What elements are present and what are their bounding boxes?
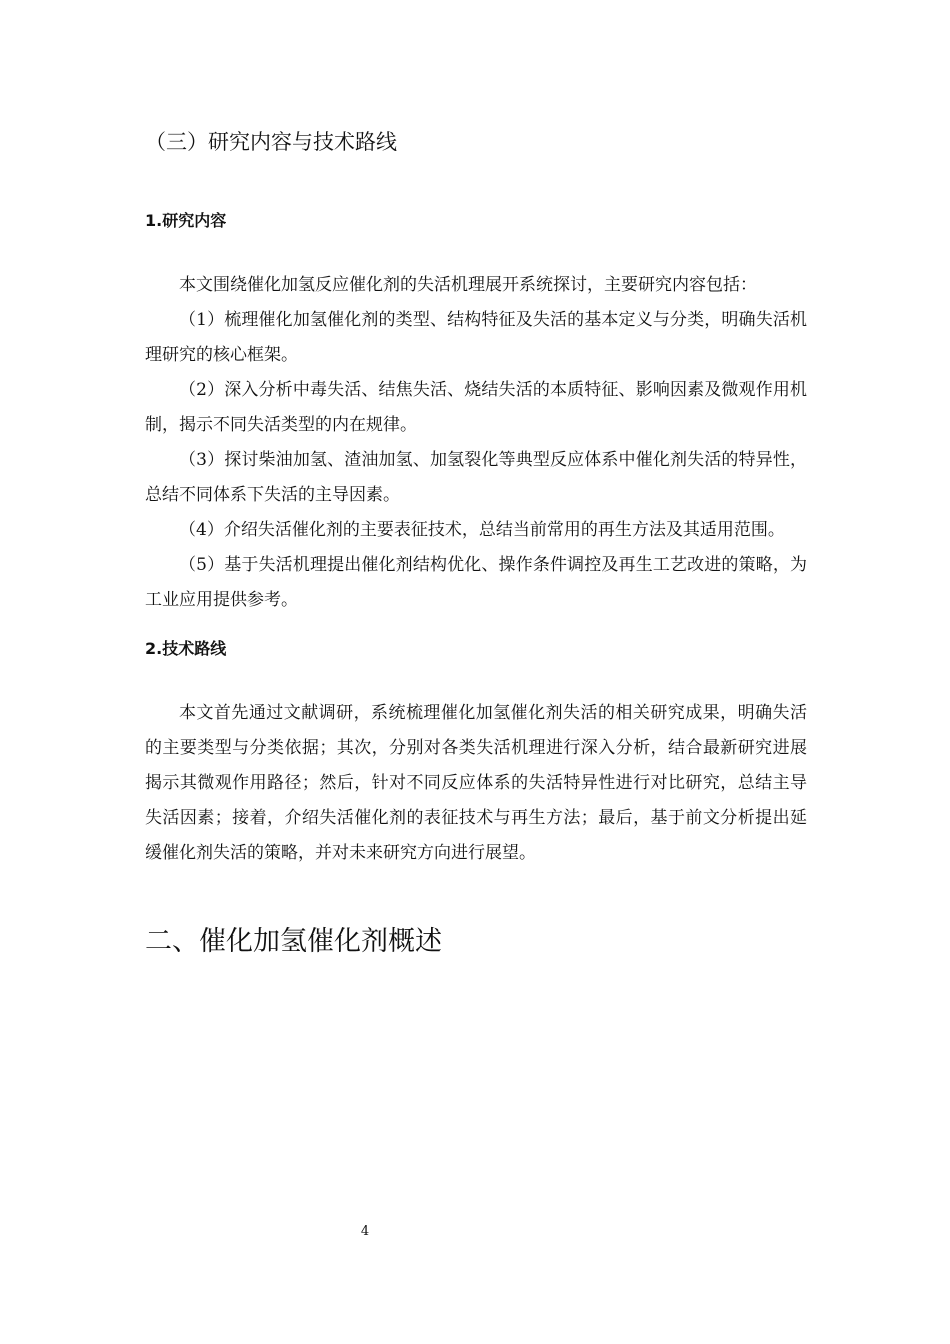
page-content: [145, 120, 807, 967]
research-item-1: （1）梳理催化加氢催化剂的类型、结构特征及失活的基本定义与分类，明确失活机理研究的核心框架。: [145, 310, 807, 365]
technical-route-heading: 2.技术路线: [145, 639, 227, 658]
research-item-4: （4）介绍失活催化剂的主要表征技术，总结当前常用的再生方法及其适用范围。: [179, 520, 785, 540]
research-item-2: （2）深入分析中毒失活、结焦失活、烧结失活的本质特征、影响因素及微观作用机制，揭示不同失活类型的内在规律。: [145, 380, 807, 435]
section-heading: （三）研究内容与技术路线: [145, 130, 397, 154]
research-item-5: （5）基于失活机理提出催化剂结构优化、操作条件调控及再生工艺改进的策略，为工业应用提供参考。: [145, 555, 807, 610]
research-content-intro: 本文围绕催化加氢反应催化剂的失活机理展开系统探讨，主要研究内容包括：: [179, 275, 757, 295]
research-content-block: [145, 268, 807, 618]
research-item-3: （3）探讨柴油加氢、渣油加氢、加氢裂化等典型反应体系中催化剂失活的特异性，总结不同体系下失活的主导因素。: [145, 450, 807, 505]
page-number: 4: [360, 1224, 370, 1239]
research-content-heading: 1.研究内容: [145, 211, 227, 230]
chapter-heading: 二、催化加氢催化剂概述: [145, 926, 442, 957]
technical-route-body: 本文首先通过文献调研，系统梳理催化加氢催化剂失活的相关研究成果，明确失活的主要类型与分类依据；其次，分别对各类失活机理进行深入分析，结合最新研究进展揭示其微观作用路径；然后，针对不同反应体系的失活特异性进行对比研究，总结主导失活因素；接着，介绍失活催化剂的表征技术与再生方法；最后，基于前文分析提出延缓催化剂失活的策略，并对未来研究方向进行展望。: [145, 703, 807, 863]
